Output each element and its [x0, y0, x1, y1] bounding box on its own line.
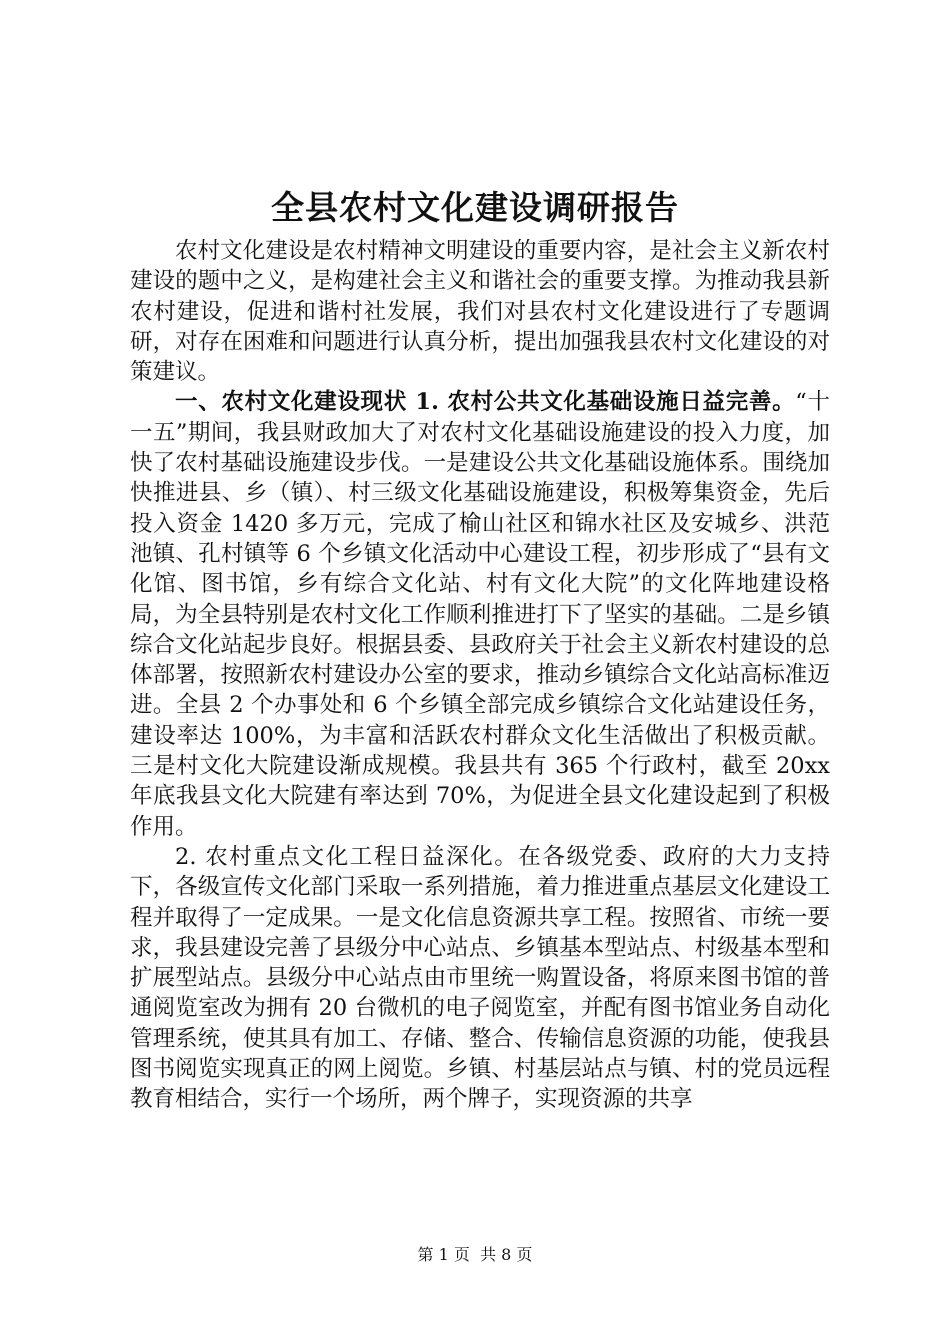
page-total: 共 8 页 [480, 1245, 533, 1264]
footer-separator [470, 1245, 480, 1264]
page-footer [0, 1244, 950, 1266]
paragraph-intro [130, 236, 830, 387]
document-title: 全县农村文化建设调研报告 [271, 188, 679, 227]
paragraph-section-two [130, 842, 830, 1115]
paragraph-section-two-text: 2. 农村重点文化工程日益深化。在各级党委、政府的大力支持下，各级宣传文化部门采取一系列措施，着力推进重点基层文化建设工程并取得了一定成果。一是文化信息资源共享工程。按照省、市统一要求，我县建设完善了县级分中心站点、乡镇基本型站点、村级基本型和扩展型站点。县级分中心站点由市里统一购置设备，将原来图书馆的普通阅览室改为拥有 20 台微机的电子阅览室，并配有图书馆业务自动化管理系统，使其具有加工、存储、整合、传输信息资源的功能，使我县图书阅览实现真正的网上阅览。乡镇、村基层站点与镇、村的党员远程教育相结合，实行一个场所，两个牌子，实现资源的共享 [130, 843, 830, 1113]
page-number: 第 1 页 [417, 1245, 470, 1264]
paragraph-intro-text: 农村文化建设是农村精神文明建设的重要内容，是社会主义新农村建设的题中之义，是构建社会主义和谐社会的重要支撑。为推动我县新农村建设，促进和谐村社发展，我们对县农村文化建设进行了专题调研，对存在困难和问题进行认真分析，提出加强我县农村文化建设的对策建议。 [130, 238, 830, 386]
document-body [130, 236, 830, 1115]
paragraph-section-one [130, 387, 830, 841]
section-heading: 一、农村文化建设现状 1. 农村公共文化基础设施日益完善。 [175, 389, 796, 416]
paragraph-section-one-text: “十一五”期间，我县财政加大了对农村文化基础设施建设的投入力度，加快了农村基础设施建设步伐。一是建设公共文化基础设施体系。围绕加快推进县、乡（镇）、村三级文化基础设施建设，积极筹集资金，先后投入资金 1420 多万元，完成了榆山社区和锦水社区及安城乡、洪范池镇、孔村镇等 6 个乡镇文化活动中心建设工程，初步形成了“县有文化馆、图书馆，乡有综合文化站、村有文化大院”的文化阵地建设格局，为全县特别是农村文化工作顺利推进打下了坚实的基础。二是乡镇综合文化站起步良好。根据县委、县政府关于社会主义新农村建设的总体部署，按照新农村建设办公室的要求，推动乡镇综合文化站高标准迈进。全县 2 个办事处和 6 个乡镇全部完成乡镇综合文化站建设任务，建设率达 100%，为丰富和活跃农村群众文化生活做出了积极贡献。三是村文化大院建设渐成规模。我县共有 365 个行政村，截至 20xx 年底我县文化大院建有率达到 70%，为促进全县文化建设起到了积极作用。 [130, 389, 830, 840]
